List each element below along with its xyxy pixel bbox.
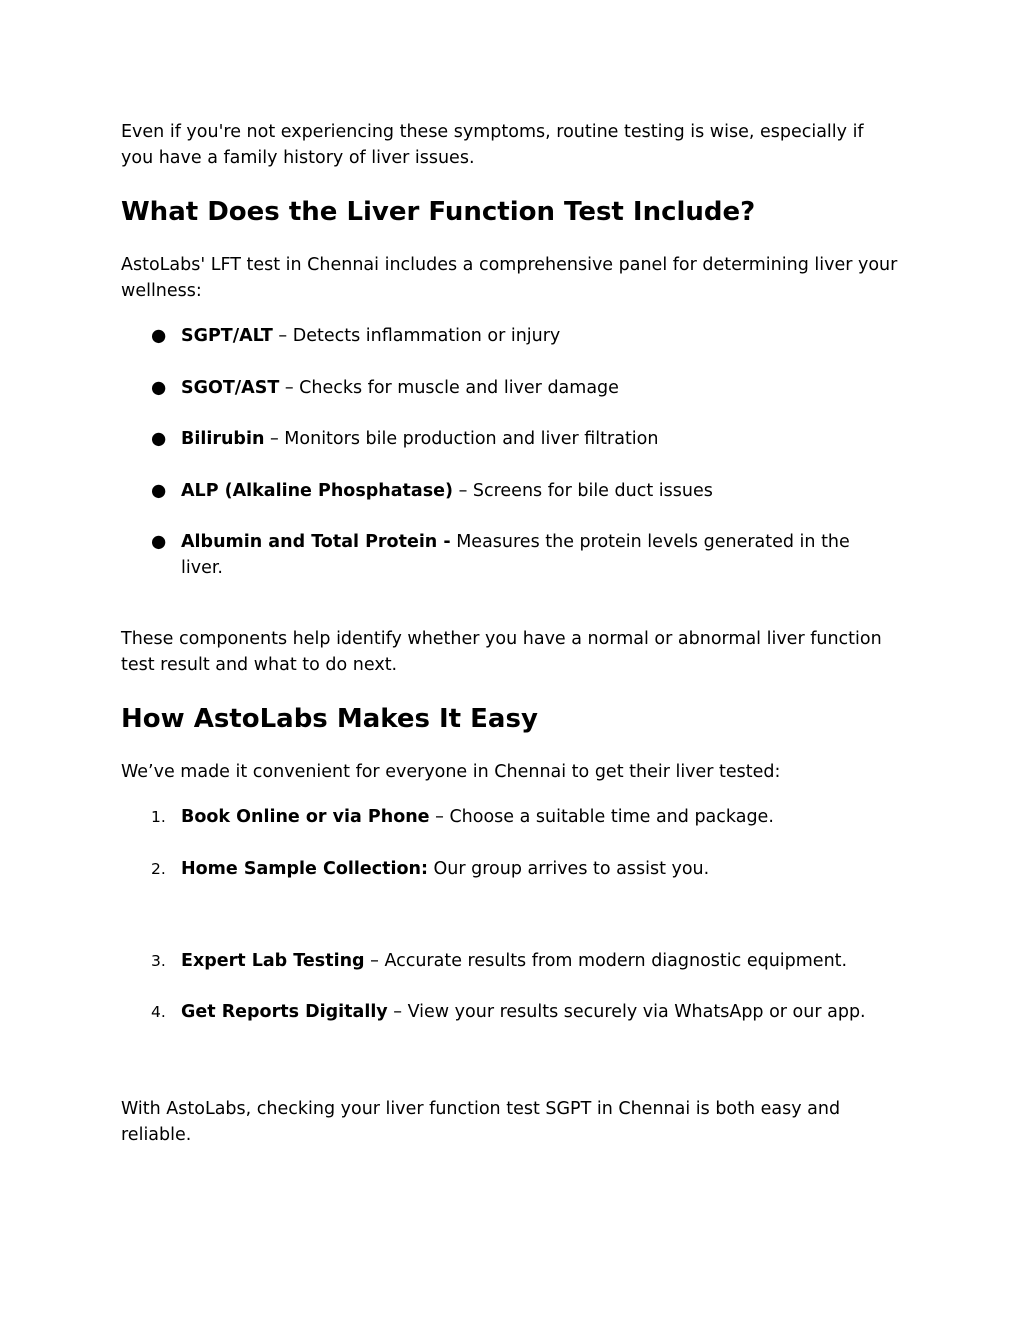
list-item-text	[181, 804, 896, 830]
section-heading-how-it-works: How AstoLabs Makes It Easy	[121, 704, 538, 734]
bullet-icon: ●	[151, 532, 167, 552]
bullet-icon: ●	[151, 326, 167, 346]
list-item-description: – Screens for bile duct issues	[453, 481, 713, 501]
list-item-text	[181, 478, 896, 504]
list-item-description: – Monitors bile production and liver filtration	[264, 429, 659, 449]
list-item-description: – View your results securely via WhatsApp or our app.	[387, 1002, 866, 1022]
list-item-number: 1.	[151, 808, 166, 826]
list-item-text	[181, 426, 896, 452]
list-item-text	[181, 375, 896, 401]
section-heading-lft-includes: What Does the Liver Function Test Include?	[121, 197, 756, 227]
list-item-number: 2.	[151, 860, 166, 878]
list-item-term: Home Sample Collection:	[181, 859, 428, 879]
list-item-term: SGPT/ALT	[181, 326, 273, 346]
bullet-icon: ●	[151, 429, 167, 449]
section2-closing-paragraph: With AstoLabs, checking your liver function test SGPT in Chennai is both easy and reliable.	[121, 1099, 841, 1145]
list-item-text	[181, 529, 896, 581]
list-item-term: ALP (Alkaline Phosphatase)	[181, 481, 453, 501]
section2-intro-paragraph: We’ve made it convenient for everyone in Chennai to get their liver tested:	[121, 762, 781, 782]
list-item-description: – Checks for muscle and liver damage	[279, 378, 619, 398]
list-item-term: SGOT/AST	[181, 378, 280, 398]
list-item-term: Albumin and Total Protein -	[181, 532, 451, 552]
list-item-term: Expert Lab Testing	[181, 951, 365, 971]
list-item-text	[181, 323, 896, 349]
list-item-text	[181, 948, 896, 974]
list-item-description: Our group arrives to assist you.	[427, 859, 710, 879]
list-item-term: Book Online or via Phone	[181, 807, 430, 827]
list-item-text	[181, 999, 896, 1025]
section1-closing-paragraph: These components help identify whether you have a normal or abnormal liver function test result and what to do next.	[121, 629, 882, 675]
list-item-number: 3.	[151, 952, 166, 970]
list-item-description: Measures the protein levels generated in the liver.	[181, 532, 850, 578]
bullet-icon: ●	[151, 378, 167, 398]
list-item-description: – Choose a suitable time and package.	[429, 807, 774, 827]
intro-paragraph: Even if you're not experiencing these symptoms, routine testing is wise, especially if you have a family history of liver issues.	[121, 122, 864, 168]
list-item-number: 4.	[151, 1003, 166, 1021]
list-item-term: Get Reports Digitally	[181, 1002, 388, 1022]
section1-intro-paragraph: AstoLabs' LFT test in Chennai includes a comprehensive panel for determining liver your wellness:	[121, 255, 898, 301]
list-item-description: – Accurate results from modern diagnostic equipment.	[364, 951, 848, 971]
list-item-term: Bilirubin	[181, 429, 265, 449]
list-item-description: – Detects inflammation or injury	[272, 326, 561, 346]
bullet-icon: ●	[151, 481, 167, 501]
list-item-text	[181, 856, 896, 882]
